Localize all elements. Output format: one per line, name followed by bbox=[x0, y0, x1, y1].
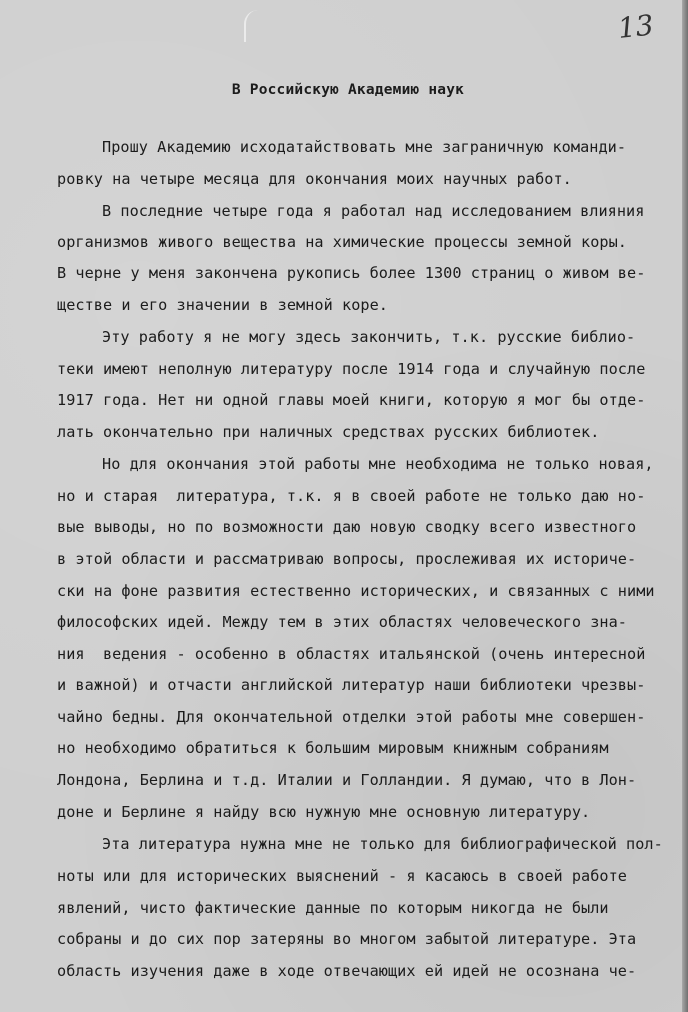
page-number: 13 bbox=[616, 8, 656, 46]
text-line: ноты или для исторических выяснений - я касаюсь в своей работе bbox=[57, 867, 628, 885]
text-line: ществе и его значении в земной коре. bbox=[57, 296, 388, 314]
text-line: явлений, чисто фактические данные по которым никогда не были bbox=[57, 899, 609, 917]
text-line: Эта литература нужна мне не только для библиографической пол- bbox=[102, 835, 663, 853]
text-line: лать окончательно при наличных средствах русских библиотек. bbox=[57, 423, 600, 441]
text-line: Лондона, Берлина и т.д. Италии и Голландии. Я думаю, что в Лон- bbox=[57, 771, 637, 789]
text-line: Но для окончания этой работы мне необходима не только новая, bbox=[102, 455, 654, 473]
text-line: чайно бедны. Для окончательной отделки этой работы мне совершен- bbox=[57, 708, 646, 726]
page-edge-shadow bbox=[682, 0, 688, 1012]
text-line: ния ведения - особенно в областях итальянской (очень интересной bbox=[57, 645, 646, 663]
text-line: вые выводы, но по возможности даю новую сводку всего известного bbox=[57, 518, 637, 536]
text-line: в этой области и рассматриваю вопросы, прослеживая их историче- bbox=[57, 550, 637, 568]
text-line: философских идей. Между тем в этих областях человеческого зна- bbox=[57, 613, 628, 631]
text-line: но необходимо обратиться к большим мировым книжным собраниям bbox=[57, 739, 609, 757]
pencil-mark bbox=[244, 10, 260, 42]
text-line: В черне у меня закончена рукопись более 1300 страниц о живом ве- bbox=[57, 264, 646, 282]
text-line: ски на фоне развития естественно исторических, и связанных с ними bbox=[57, 582, 655, 600]
document-title: В Российскую Академию наук bbox=[231, 82, 465, 98]
text-line: доне и Берлине я найду всю нужную мне основную литературу. bbox=[57, 803, 591, 821]
text-line: Прошу Академию исходатайствовать мне заграничную команди- bbox=[102, 138, 627, 156]
text-line: организмов живого вещества на химические процессы земной коры. bbox=[57, 233, 628, 251]
text-line: теки имеют неполную литературу после 1914 года и случайную после bbox=[57, 360, 646, 378]
text-line: область изучения даже в ходе отвечающих ей идей не осознана че- bbox=[57, 962, 637, 980]
text-line: но и старая литература, т.к. я в своей работе не только даю но- bbox=[57, 487, 646, 505]
text-line: 1917 года. Нет ни одной главы моей книги, которую я мог бы отде- bbox=[57, 391, 646, 409]
text-line: и важной) и отчасти английской литератур наши библиотеки чрезвы- bbox=[57, 676, 646, 694]
text-line: собраны и до сих пор затеряны во многом забытой литературе. Эта bbox=[57, 930, 637, 948]
text-line: В последние четыре года я работал над исследованием влияния bbox=[102, 202, 645, 220]
text-line: Эту работу я не могу здесь закончить, т.к. русские библио- bbox=[102, 328, 636, 346]
text-line: ровку на четыре месяца для окончания моих научных работ. bbox=[57, 170, 572, 188]
